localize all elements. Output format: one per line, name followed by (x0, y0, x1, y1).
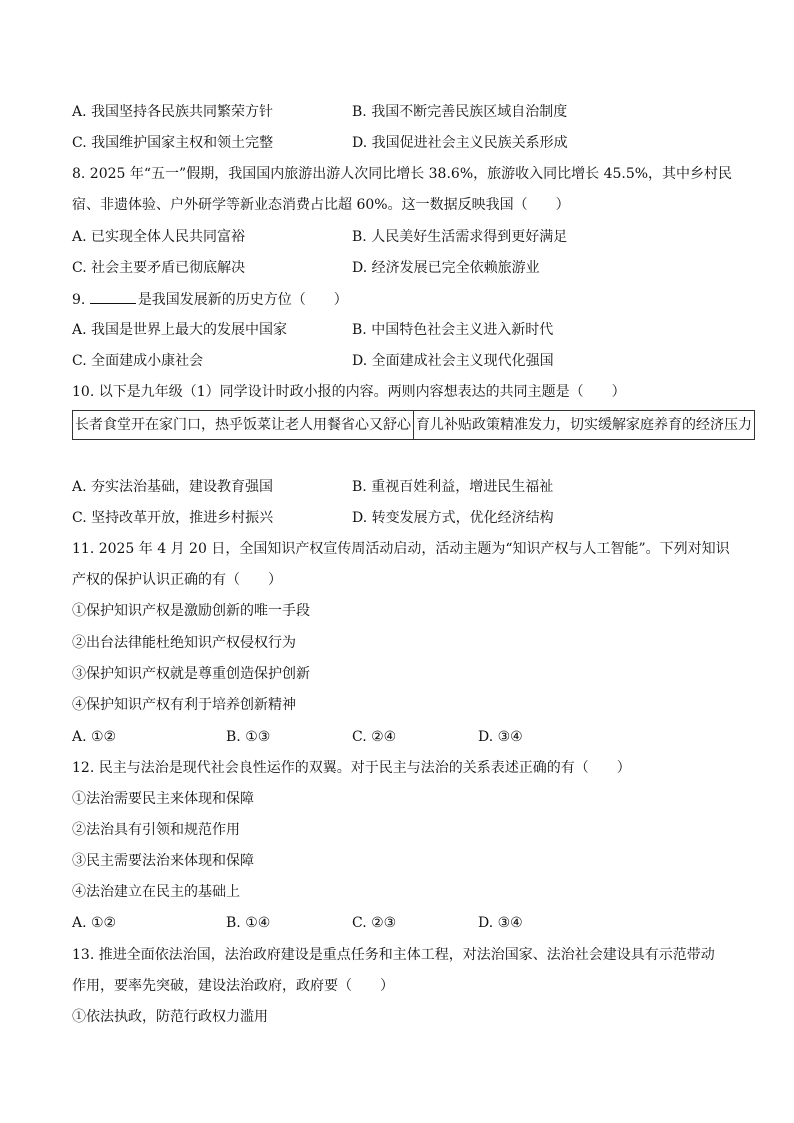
q13-stem-line1: 13. 推进全面依法治国，法治政府建设是重点任务和主体工程，对法治国家、法治社会建设具有示范带动 (72, 947, 715, 963)
q12-option-c: C. ②③ (352, 915, 397, 931)
q9-number: 9. (72, 292, 90, 308)
q11-option-b: B. ①③ (226, 729, 271, 745)
q8-option-a: A. 已实现全体人民共同富裕 (72, 229, 246, 245)
q8-option-b: B. 人民美好生活需求得到更好满足 (352, 229, 568, 245)
q11-stem-line1: 11. 2025 年 4 月 20 日，全国知识产权宣传周活动启动，活动主题为“知识产权与人工智能”。下列对知识 (72, 541, 730, 557)
q7-option-d: D. 我国促进社会主义民族关系形成 (352, 135, 568, 151)
q10-option-a: A. 夯实法治基础，建设教育强国 (72, 479, 274, 495)
q10-option-d: D. 转变发展方式，优化经济结构 (352, 510, 554, 526)
q8-option-d: D. 经济发展已完全依赖旅游业 (352, 260, 540, 276)
q12-item-3: ③民主需要法治来体现和保障 (72, 853, 254, 869)
q10-news-cell-1: 长者食堂开在家门口，热乎饭菜让老人用餐省心又舒心 (73, 411, 414, 440)
q12-option-b: B. ①④ (226, 915, 271, 931)
q12-option-d: D. ③④ (478, 915, 523, 931)
q12-item-1: ①法治需要民主来体现和保障 (72, 791, 254, 807)
q11-option-c: C. ②④ (352, 729, 397, 745)
q10-option-b: B. 重视百姓利益，增进民生福祉 (352, 479, 554, 495)
q12-option-a: A. ①② (72, 915, 117, 931)
q13-stem-line2: 作用，要率先突破，建设法治政府，政府要（ ） (72, 978, 394, 994)
q9-option-d: D. 全面建成社会主义现代化强国 (352, 353, 554, 369)
q11-option-a: A. ①② (72, 729, 117, 745)
q7-option-c: C. 我国维护国家主权和领土完整 (72, 135, 274, 151)
q10-news-cell-2: 育儿补贴政策精准发力，切实缓解家庭养育的经济压力 (414, 411, 755, 440)
q10-news-table (72, 410, 755, 440)
q7-option-a: A. 我国坚持各民族共同繁荣方针 (72, 104, 274, 120)
q12-stem: 12. 民主与法治是现代社会良性运作的双翼。对于民主与法治的关系表述正确的有（ ） (72, 760, 631, 776)
q12-item-2: ②法治具有引领和规范作用 (72, 822, 240, 838)
q11-item-1: ①保护知识产权是激励创新的唯一手段 (72, 603, 310, 619)
q11-option-d: D. ③④ (478, 729, 523, 745)
q10-option-c: C. 坚持改革开放，推进乡村振兴 (72, 510, 274, 526)
q7-option-b: B. 我国不断完善民族区域自治制度 (352, 104, 568, 120)
q11-item-2: ②出台法律能杜绝知识产权侵权行为 (72, 635, 296, 651)
q8-stem-line1: 8. 2025 年“五一”假期，我国国内旅游出游人次同比增长 38.6%，旅游收入同比增长 45.5%，其中乡村民 (72, 166, 733, 182)
q8-option-c: C. 社会主要矛盾已彻底解决 (72, 260, 246, 276)
q9-blank (90, 289, 136, 304)
q12-item-4: ④法治建立在民主的基础上 (72, 884, 240, 900)
q11-item-3: ③保护知识产权就是尊重创造保护创新 (72, 666, 310, 682)
q10-stem: 10. 以下是九年级（1）同学设计时政小报的内容。两则内容想表达的共同主题是（ ） (72, 384, 626, 400)
q11-stem-line2: 产权的保护认识正确的有（ ） (72, 572, 282, 588)
q9-stem-text: 是我国发展新的历史方位（ ） (137, 292, 348, 308)
q9-option-c: C. 全面建成小康社会 (72, 353, 204, 369)
q9-option-a: A. 我国是世界上最大的发展中国家 (72, 322, 288, 338)
q9-stem (72, 289, 348, 310)
q9-option-b: B. 中国特色社会主义进入新时代 (352, 322, 554, 338)
q13-item-1: ①依法执政，防范行政权力滥用 (72, 1009, 268, 1025)
q11-item-4: ④保护知识产权有利于培养创新精神 (72, 697, 296, 713)
q8-stem-line2: 宿、非遗体验、户外研学等新业态消费占比超 60%。这一数据反映我国（ ） (72, 197, 570, 213)
